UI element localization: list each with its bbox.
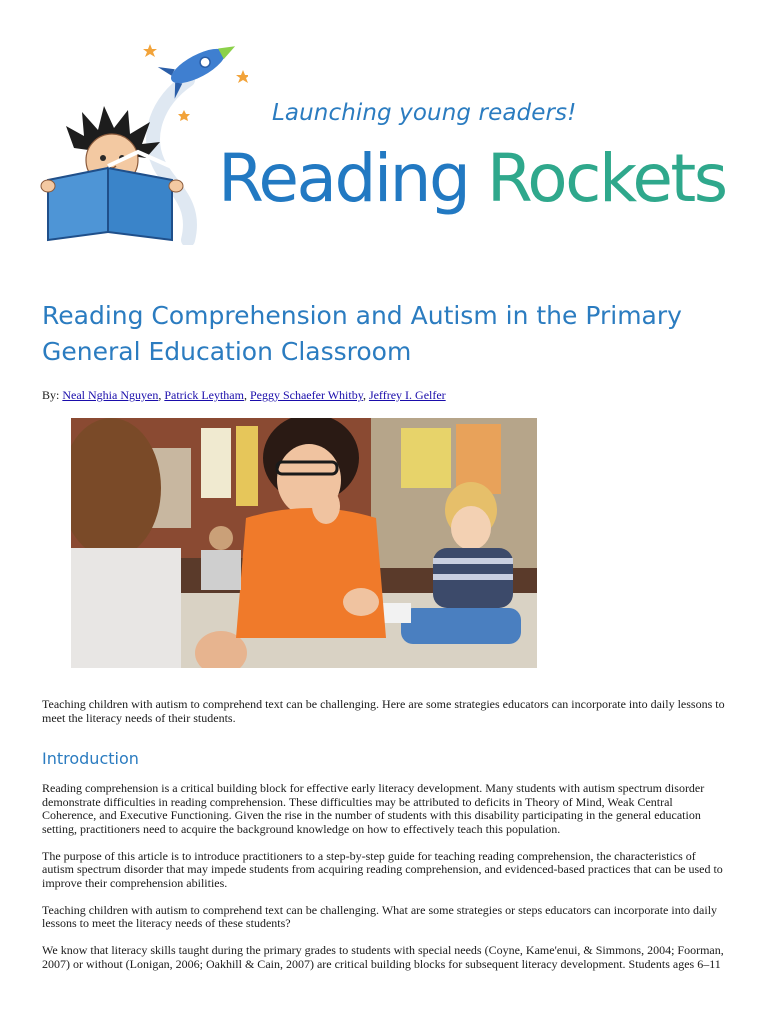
site-header (0, 0, 768, 270)
site-brand-name[interactable] (218, 138, 726, 221)
article-title: Reading Comprehension and Autism in the Primary General Education Classroom (42, 301, 682, 366)
author-separator: , (243, 388, 250, 402)
body-paragraph-2: The purpose of this article is to introduce practitioners to a step-by-step guide for teaching reading comprehension, the characteristics of autism spectrum disorder that may impede students from acquiring reading comprehension, and evidenced-based practices that can be used to improve their comprehension abilities. (42, 848, 723, 890)
site-tagline: Launching young readers! (272, 100, 577, 126)
byline-prefix: By: (42, 388, 60, 402)
classroom-photo (71, 418, 537, 668)
body-paragraph-1: Reading comprehension is a critical building block for effective early literacy development. Many students with autism spectrum disorder demonstrate difficulties in reading comprehension. These difficulties may be attributed to deficits in Theory of Mind, Weak Central Coherence, and Executive Functioning. Given the rise in the number of students with this disability participating in the general education setting, practitioners need to acquire the background knowledge on how to effectively teach this population. (42, 781, 705, 836)
logo-boy-reading-rocket-icon[interactable] (38, 40, 248, 245)
body-paragraph-3: Teaching children with autism to comprehend text can be challenging. What are some strategies or steps educators can incorporate into daily lessons to meet the literacy needs of these students? (42, 902, 718, 930)
brand-word-reading: Reading (218, 140, 469, 217)
article-body (42, 698, 726, 985)
brand-word-rockets: Rockets (486, 140, 726, 217)
author-separator: , (362, 388, 369, 402)
author-link-4[interactable]: Jeffrey I. Gelfer (368, 388, 446, 402)
author-link-3[interactable]: Peggy Schaefer Whitby (249, 388, 363, 402)
byline (42, 388, 446, 403)
author-separator: , (158, 388, 165, 402)
intro-paragraph: Teaching children with autism to comprehend text can be challenging. Here are some strategies educators can incorporate into daily lessons to meet the literacy needs of their students. (42, 697, 725, 725)
author-link-2[interactable]: Patrick Leytham (164, 388, 244, 402)
section-heading-introduction: Introduction (42, 749, 139, 768)
body-paragraph-4: We know that literacy skills taught during the primary grades to students with special needs (Coyne, Kame'enui, & Simmons, 2004; Foorman, 2007) or without (Lonigan, 2006; Oakhill & Cain, 2007) are critical building blocks for subsequent literacy development. Students ages 6–11 (42, 943, 724, 971)
author-link-1[interactable]: Neal Nghia Nguyen (62, 388, 159, 402)
